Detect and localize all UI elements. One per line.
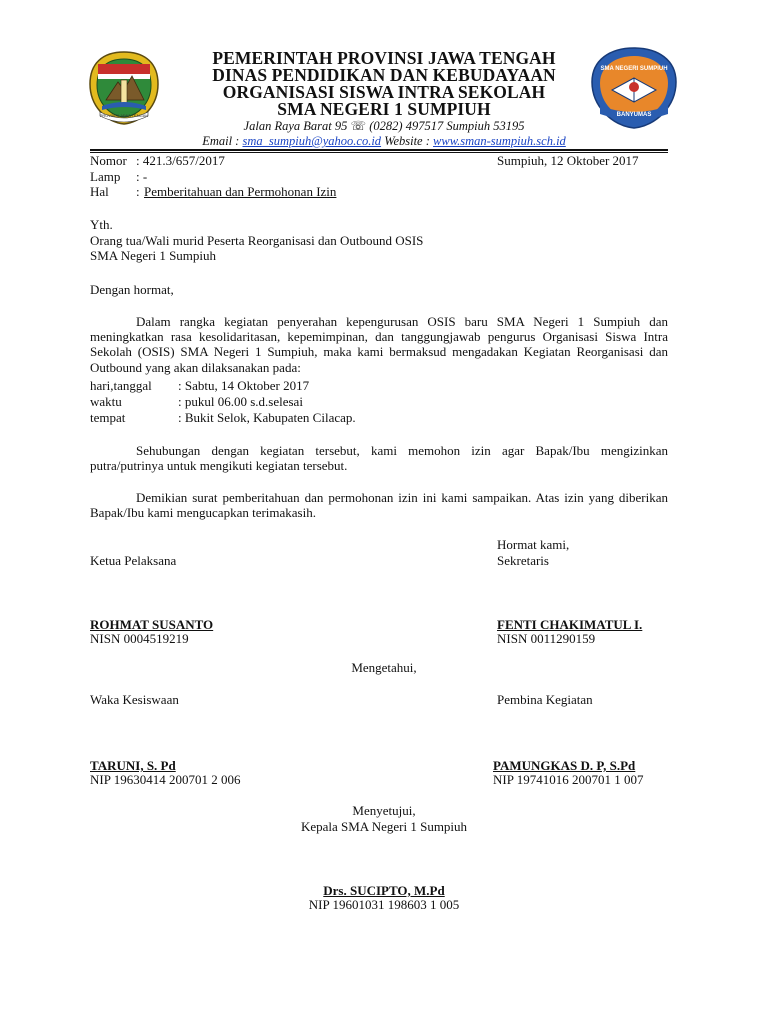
id-ketua: NISN 0004519219 bbox=[90, 631, 189, 646]
greeting: Dengan hormat, bbox=[90, 282, 174, 297]
address-phone: (0282) 497517 Sumpiuh 53195 bbox=[369, 119, 525, 133]
header-line-1: PEMERINTAH PROVINSI JAWA TENGAH bbox=[212, 48, 556, 68]
nip-kepala-sekolah: NIP 19601031 198603 1 005 bbox=[308, 897, 460, 912]
name-sekretaris: FENTI CHAKIMATUL I. bbox=[497, 617, 643, 632]
body-paragraph-2: Sehubungan dengan kegiatan tersebut, kami memohon izin agar Bapak/Ibu mengizinkan putra/putrinya untuk mengikuti kegiatan tersebut. bbox=[90, 443, 668, 474]
detail-value-date: : Sabtu, 14 Oktober 2017 bbox=[178, 378, 310, 393]
hal-value: Pemberitahuan dan Permohonan Izin bbox=[144, 184, 337, 199]
header-line-2: DINAS PENDIDIKAN DAN KEBUDAYAAN bbox=[212, 65, 556, 85]
website-link[interactable]: www.sman-sumpiuh.sch.id bbox=[433, 134, 566, 148]
name-ketua: ROHMAT SUSANTO bbox=[90, 617, 214, 632]
label-mengetahui: Mengetahui, bbox=[351, 660, 417, 675]
school-logo-title-text: SMA NEGERI SUMPIUH bbox=[600, 66, 668, 72]
detail-label-place: tempat bbox=[90, 410, 126, 425]
school-logo-banner-text: BANYUMAS bbox=[616, 112, 652, 118]
website-label: Website : bbox=[384, 134, 430, 148]
email-label: Email : bbox=[202, 134, 240, 148]
name-pembina: PAMUNGKAS D. P, S.Pd bbox=[493, 758, 636, 773]
header-line-3: ORGANISASI SISWA INTRA SEKOLAH bbox=[222, 82, 546, 102]
address-street: Jalan Raya Barat 95 bbox=[243, 119, 348, 133]
nomor-label: Nomor bbox=[90, 153, 127, 168]
header-line-4: SMA NEGERI 1 SUMPIUH bbox=[277, 99, 491, 119]
role-pembina: Pembina Kegiatan bbox=[497, 692, 593, 707]
header-contacts bbox=[0, 134, 768, 149]
body-paragraph-1: Dalam rangka kegiatan penyerahan kepengurusan OSIS baru SMA Negeri 1 Sumpiuh dan meningkatkan rasa kesolidaritasan, kepemimpinan, dan tanggungjawab pengurus Organisasi Siswa Intra Sekolah (OSIS) SMA Negeri 1 Sumpiuh, maka kami bermaksud mengadakan Kegiatan Reorganisasi dan Outbound yang akan dilaksanakan pada: bbox=[90, 314, 668, 375]
body-paragraph-3: Demikian surat pemberitahuan dan permohonan izin ini kami sampaikan. Atas izin yang diberikan Bapak/Ibu kami mengucapkan terimakasih. bbox=[90, 490, 668, 521]
label-menyetujui: Menyetujui, bbox=[352, 803, 416, 818]
addressee-line-2: SMA Negeri 1 Sumpiuh bbox=[90, 248, 217, 263]
id-sekretaris: NISN 0011290159 bbox=[497, 631, 596, 646]
closing-hormat: Hormat kami, bbox=[497, 537, 570, 552]
detail-value-place: : Bukit Selok, Kabupaten Cilacap. bbox=[178, 410, 356, 425]
role-ketua: Ketua Pelaksana bbox=[90, 553, 177, 568]
nip-waka: NIP 19630414 200701 2 006 bbox=[90, 772, 241, 787]
email-link[interactable]: sma_sumpiuh@yahoo.co.id bbox=[242, 134, 382, 148]
phone-icon: ☏ bbox=[350, 119, 367, 133]
detail-value-time: : pukul 06.00 s.d.selesai bbox=[178, 394, 303, 409]
name-kepala-sekolah-text: Drs. SUCIPTO, M.Pd bbox=[323, 883, 445, 898]
addressee-yth: Yth. bbox=[90, 217, 113, 232]
lamp-label: Lamp bbox=[90, 169, 121, 184]
header-address bbox=[0, 118, 768, 134]
addressee-line-1: Orang tua/Wali murid Peserta Reorganisasi dan Outbound OSIS bbox=[90, 233, 424, 248]
role-sekretaris: Sekretaris bbox=[497, 553, 549, 568]
header-divider-thick bbox=[90, 149, 668, 151]
nomor-value: : 421.3/657/2017 bbox=[136, 153, 225, 168]
hal-label: Hal bbox=[90, 184, 109, 199]
detail-label-time: waktu bbox=[90, 394, 122, 409]
place-date: Sumpiuh, 12 Oktober 2017 bbox=[497, 153, 639, 168]
lamp-value: : - bbox=[136, 169, 148, 184]
nip-pembina: NIP 19741016 200701 1 007 bbox=[493, 772, 644, 787]
detail-label-date: hari,tanggal bbox=[90, 378, 152, 393]
hal-colon: : bbox=[136, 184, 140, 199]
name-waka: TARUNI, S. Pd bbox=[90, 758, 176, 773]
role-waka: Waka Kesiswaan bbox=[90, 692, 179, 707]
role-kepala-sekolah: Kepala SMA Negeri 1 Sumpiuh bbox=[300, 819, 468, 834]
emblem-motto-text: PROVINSI JAWA TENGAH bbox=[99, 113, 149, 118]
